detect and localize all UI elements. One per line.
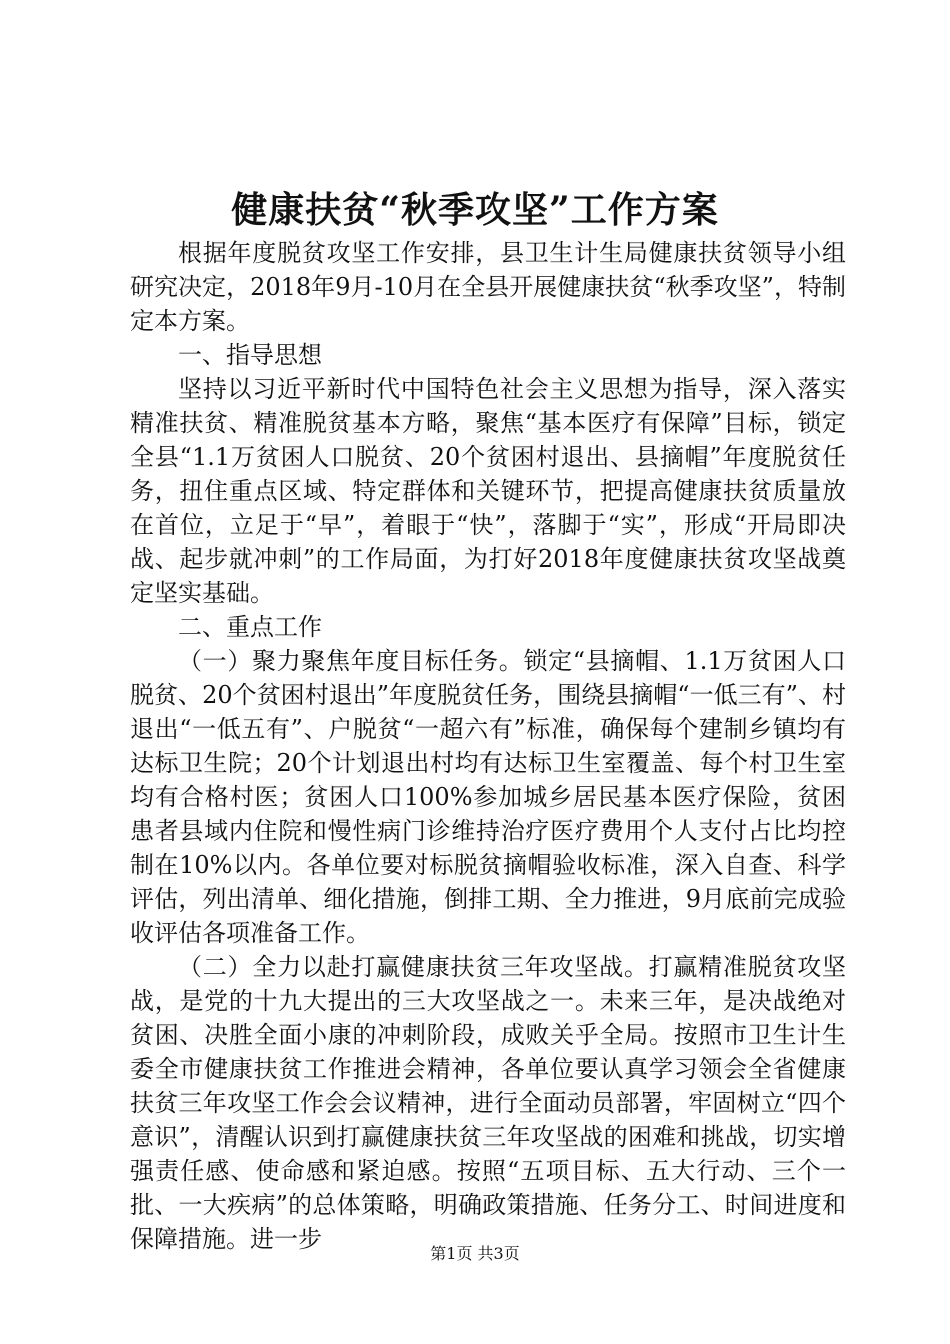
section-heading-key-work: 二、重点工作	[178, 613, 322, 641]
document-title: 健康扶贫“秋季攻坚”工作方案	[231, 189, 719, 231]
section-heading-guiding-ideology: 一、指导思想	[178, 341, 322, 369]
intro-paragraph: 根据年度脱贫攻坚工作安排，县卫生计生局健康扶贫领导小组研究决定，2018年9月-10月在全县开展健康扶贫“秋季攻坚”，特制定本方案。	[130, 239, 846, 335]
guiding-ideology-paragraph: 坚持以习近平新时代中国特色社会主义思想为指导，深入落实精准扶贫、精准脱贫基本方略，聚焦“基本医疗有保障”目标，锁定全县“1.1万贫困人口脱贫、20个贫困村退出、县摘帽”年度脱贫任务，扭住重点区域、特定群体和关键环节，把提高健康扶贫质量放在首位，立足于“早”，着眼于“快”，落脚于“实”，形成“开局即决战、起步就冲刺”的工作局面，为打好2018年度健康扶贫攻坚战奠定坚实基础。	[130, 375, 846, 607]
key-work-item-2: （二）全力以赴打赢健康扶贫三年攻坚战。打赢精准脱贫攻坚战，是党的十九大提出的三大攻坚战之一。未来三年，是决战绝对贫困、决胜全面小康的冲刺阶段，成败关乎全局。按照市卫生计生委全市健康扶贫工作推进会精神，各单位要认真学习领会全省健康扶贫三年攻坚工作会会议精神，进行全面动员部署，牢固树立“四个意识”，清醒认识到打赢健康扶贫三年攻坚战的困难和挑战，切实增强责任感、使命感和紧迫感。按照“五项目标、五大行动、三个一批、一大疾病”的总体策略，明确政策措施、任务分工、时间进度和保障措施。进一步	[130, 953, 846, 1253]
page-number-footer: 第1页 共3页	[430, 1244, 520, 1263]
key-work-item-1: （一）聚力聚焦年度目标任务。锁定“县摘帽、1.1万贫困人口脱贫、20个贫困村退出”年度脱贫任务，围绕县摘帽“一低三有”、村退出“一低五有”、户脱贫“一超六有”标准，确保每个建制乡镇均有达标卫生院；20个计划退出村均有达标卫生室覆盖、每个村卫生室均有合格村医；贫困人口100%参加城乡居民基本医疗保险，贫困患者县域内住院和慢性病门诊维持治疗医疗费用个人支付占比均控制在10%以内。各单位要对标脱贫摘帽验收标准，深入自查、科学评估，列出清单、细化措施，倒排工期、全力推进，9月底前完成验收评估各项准备工作。	[130, 647, 846, 947]
document-body	[130, 236, 846, 1256]
